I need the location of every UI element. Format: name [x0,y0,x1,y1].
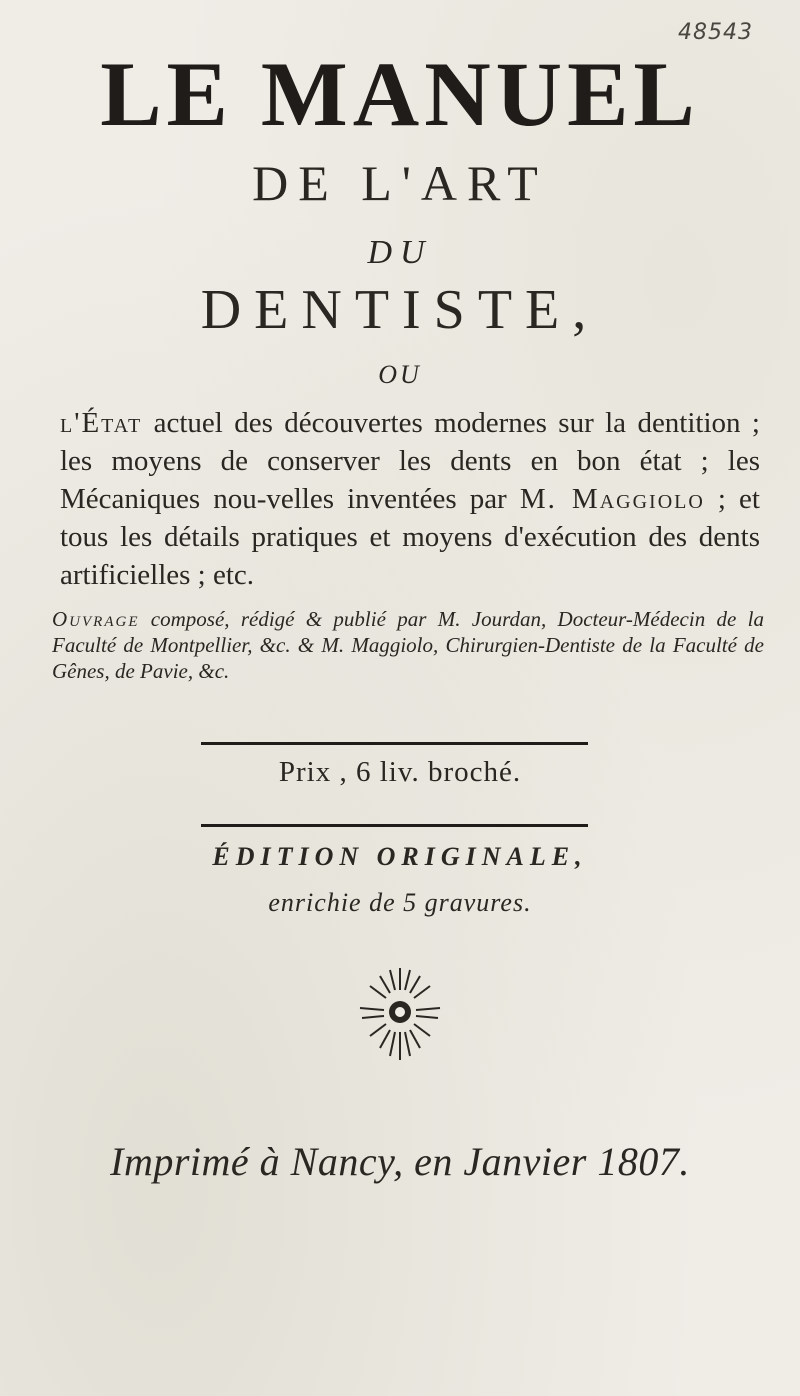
title-du: DU [367,234,433,271]
rule-bottom [201,824,588,827]
shelfmark-note: 48543 [678,20,753,45]
title-de-l-art: DE L'ART [252,155,548,211]
rule-top [201,742,588,745]
imprint-line: Imprimé à Nancy, en Janvier 1807. [110,1139,690,1184]
subtitle-text-1: actuel des découvertes modernes sur la dentition ; les moyens de conserver les dents en bon état ; les Mécaniques nou-velles inventées par [60,407,760,515]
subtitle-paragraph [60,404,760,594]
price-line: Prix , 6 liv. broché. [278,756,522,788]
subtitle-text-2: ; et tous les détails pratiques et moyens d'exécution des dents artificielles ; etc. [60,483,760,591]
author-ouvrage: Ouvrage [52,607,140,631]
title-main: LE MANUEL [100,43,700,145]
author-text: composé, rédigé & publié par M. Jourdan, Docteur-Médecin de la Faculté de Montpellier, &c. & M. Maggiolo, Chirurgien-Dentiste de la Faculté de Gênes, de Pavie, &c. [52,607,764,683]
subtitle-name: M. Maggiolo [519,483,705,515]
title-ou: OU [378,360,422,389]
edition-line: ÉDITION ORIGINALE, [212,842,588,871]
title-dentiste: DENTISTE, [200,279,600,341]
ornament-icon [350,960,450,1070]
enriched-line: enrichie de 5 gravures. [268,888,532,917]
author-paragraph [52,606,764,684]
subtitle-lead: l'État [60,407,143,439]
